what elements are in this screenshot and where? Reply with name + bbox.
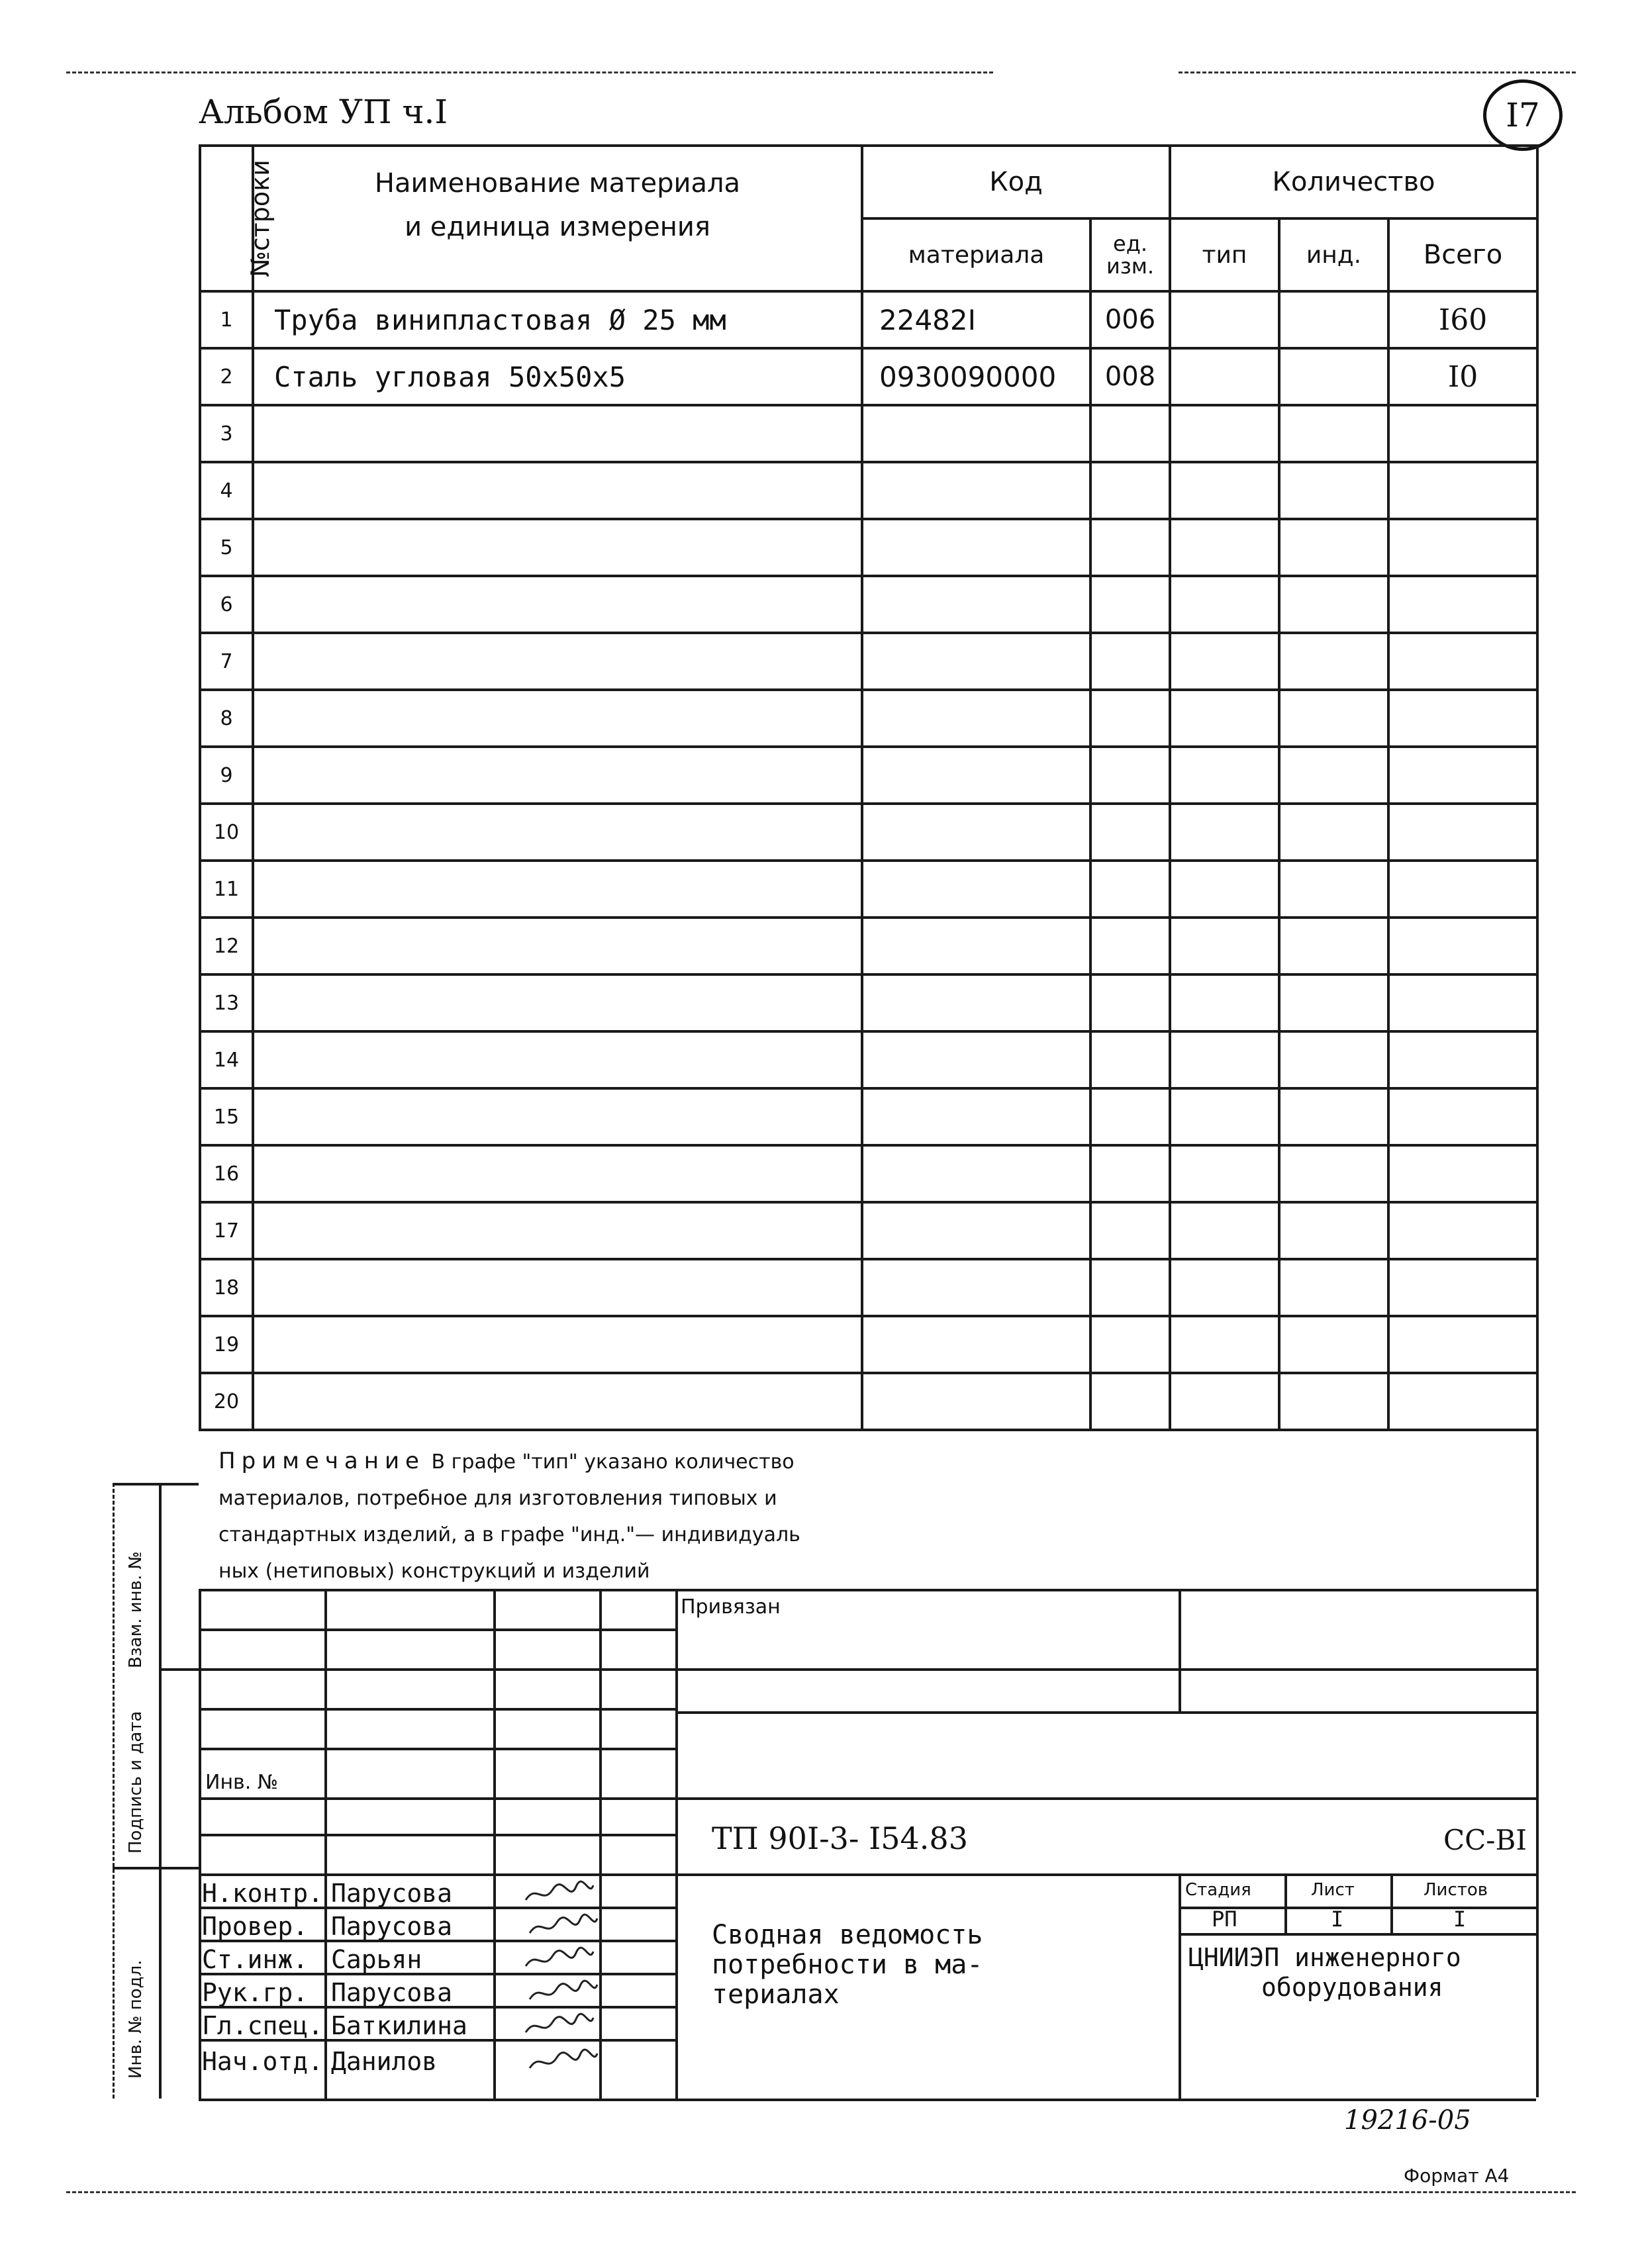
qty-total — [1388, 918, 1537, 974]
qty-type — [1170, 974, 1279, 1031]
row-number: 14 — [200, 1031, 253, 1088]
material-name — [253, 690, 862, 747]
tb-line — [199, 1834, 675, 1836]
signature-mark — [527, 1913, 600, 1940]
stamp-podp-data: Подпись и дата — [126, 1711, 146, 1854]
materials-table — [199, 144, 1539, 1431]
material-code — [862, 1031, 1090, 1088]
qty-ind — [1279, 861, 1388, 918]
qty-type — [1170, 348, 1279, 405]
header-quantity: Количество — [1170, 146, 1537, 218]
unit-code: 006 — [1090, 291, 1170, 348]
qty-type — [1170, 1316, 1279, 1373]
signer-name: Парусова — [331, 1912, 453, 1941]
unit-code — [1090, 633, 1170, 690]
note-line-3: стандартных изделий, а в графе "инд."— индивидуаль — [218, 1523, 800, 1546]
table-row — [200, 861, 1537, 918]
material-name — [253, 405, 862, 462]
qty-ind — [1279, 918, 1388, 974]
material-name — [253, 1259, 862, 1316]
qty-type — [1170, 576, 1279, 633]
qty-ind — [1279, 1259, 1388, 1316]
organization-line-1: ЦНИИЭП инженерного — [1188, 1943, 1461, 1972]
unit-code — [1090, 690, 1170, 747]
table-row — [200, 974, 1537, 1031]
qty-total — [1388, 804, 1537, 861]
row-number: 16 — [200, 1145, 253, 1202]
tb-line — [199, 1797, 1536, 1800]
note-title: Примечание — [218, 1448, 425, 1474]
signature-mark — [523, 1946, 596, 1973]
material-code — [862, 1259, 1090, 1316]
table-row — [200, 1145, 1537, 1202]
material-code — [862, 1316, 1090, 1373]
bottom-edge-line — [66, 2191, 1576, 2193]
qty-type — [1170, 1088, 1279, 1145]
material-code — [862, 918, 1090, 974]
sheet-number-circle — [1483, 79, 1563, 151]
qty-total — [1388, 1088, 1537, 1145]
row-number: 2 — [200, 348, 253, 405]
tb-line — [199, 1873, 1536, 1876]
table-row — [200, 462, 1537, 519]
table-row — [200, 1259, 1537, 1316]
signature-mark — [523, 1880, 596, 1907]
qty-ind — [1279, 462, 1388, 519]
qty-total — [1388, 1316, 1537, 1373]
qty-ind — [1279, 1088, 1388, 1145]
stage-value: РП — [1212, 1907, 1237, 1932]
qty-type — [1170, 1145, 1279, 1202]
material-name — [253, 1031, 862, 1088]
header-qty-ind: инд. — [1279, 218, 1388, 291]
tb-vline — [324, 1589, 327, 2099]
qty-type — [1170, 804, 1279, 861]
header-row-num: №строки — [200, 146, 253, 291]
qty-ind — [1279, 348, 1388, 405]
unit-code: 008 — [1090, 348, 1170, 405]
material-code — [862, 405, 1090, 462]
row-number: 1 — [200, 291, 253, 348]
unit-code — [1090, 1088, 1170, 1145]
row-number: 18 — [200, 1259, 253, 1316]
table-row — [200, 1088, 1537, 1145]
row-number: 3 — [200, 405, 253, 462]
material-name — [253, 1316, 862, 1373]
sheets-label: Листов — [1424, 1880, 1488, 1900]
material-name — [253, 1373, 862, 1430]
unit-code — [1090, 747, 1170, 804]
material-name — [253, 918, 862, 974]
header-code-unit: ед. изм. — [1090, 218, 1170, 291]
qty-total — [1388, 1202, 1537, 1259]
doc-title-line-3: териалах — [712, 1979, 840, 2010]
qty-total — [1388, 405, 1537, 462]
stamp-vzam-inv: Взам. инв. № — [126, 1551, 146, 1668]
unit-code — [1090, 918, 1170, 974]
qty-ind — [1279, 1031, 1388, 1088]
material-name — [253, 1145, 862, 1202]
tb-vline — [675, 1589, 678, 2099]
material-name — [253, 633, 862, 690]
table-row — [200, 690, 1537, 747]
table-row — [200, 1031, 1537, 1088]
tb-line — [199, 2099, 1536, 2101]
material-name — [253, 804, 862, 861]
signer-role: Ст.инж. — [202, 1945, 309, 1974]
signer-name: Баткилина — [331, 2011, 467, 2040]
qty-type — [1170, 918, 1279, 974]
unit-code — [1090, 1373, 1170, 1430]
header-code-material: материала — [862, 218, 1090, 291]
material-code — [862, 690, 1090, 747]
material-name — [253, 576, 862, 633]
sheet-label: Лист — [1311, 1880, 1355, 1900]
qty-ind — [1279, 633, 1388, 690]
material-name: Сталь угловая 50x50x5 — [253, 348, 862, 405]
tb-vline — [1179, 1873, 1181, 2099]
table-row — [200, 576, 1537, 633]
material-code — [862, 519, 1090, 576]
qty-total — [1388, 1031, 1537, 1088]
row-number: 12 — [200, 918, 253, 974]
material-code: 22482I — [862, 291, 1090, 348]
inv-no-label: Инв. № — [205, 1771, 279, 1794]
row-number: 13 — [200, 974, 253, 1031]
tb-line — [199, 1629, 675, 1631]
material-code — [862, 804, 1090, 861]
signature-mark — [527, 2048, 600, 2075]
signature-mark — [523, 2012, 596, 2039]
row-number: 5 — [200, 519, 253, 576]
header-code: Код — [862, 146, 1170, 218]
qty-total — [1388, 747, 1537, 804]
qty-total — [1388, 1145, 1537, 1202]
tb-vline — [1390, 1873, 1393, 1933]
material-code — [862, 1202, 1090, 1259]
material-name — [253, 974, 862, 1031]
unit-code — [1090, 1259, 1170, 1316]
row-number: 10 — [200, 804, 253, 861]
signer-role: Рук.гр. — [202, 1978, 309, 2007]
qty-type — [1170, 462, 1279, 519]
unit-code — [1090, 462, 1170, 519]
unit-code — [1090, 974, 1170, 1031]
table-row — [200, 519, 1537, 576]
qty-ind — [1279, 291, 1388, 348]
unit-code — [1090, 861, 1170, 918]
stage-label: Стадия — [1185, 1880, 1251, 1900]
top-edge-line-right — [1179, 71, 1576, 73]
signer-role: Провер. — [202, 1912, 309, 1941]
row-number: 19 — [200, 1316, 253, 1373]
signer-role: Н.контр. — [202, 1879, 324, 1908]
binding-strip-line — [159, 1483, 162, 2099]
qty-total — [1388, 462, 1537, 519]
row-number: 7 — [200, 633, 253, 690]
table-row — [200, 1373, 1537, 1430]
table-row — [200, 1202, 1537, 1259]
table-row — [200, 747, 1537, 804]
table-row — [200, 1316, 1537, 1373]
qty-ind — [1279, 519, 1388, 576]
material-name — [253, 747, 862, 804]
qty-ind — [1279, 1316, 1388, 1373]
material-code — [862, 462, 1090, 519]
qty-ind — [1279, 1202, 1388, 1259]
binding-strip-mid — [113, 1867, 199, 1869]
qty-total — [1388, 576, 1537, 633]
row-number: 20 — [200, 1373, 253, 1430]
sheet-number: I7 — [1506, 96, 1540, 134]
attached-label: Привязан — [681, 1595, 781, 1619]
material-code — [862, 747, 1090, 804]
row-number: 17 — [200, 1202, 253, 1259]
tb-vline — [1284, 1873, 1287, 1933]
signature-mark — [527, 1979, 600, 2006]
table-row — [200, 804, 1537, 861]
table-row — [200, 405, 1537, 462]
qty-ind — [1279, 1145, 1388, 1202]
material-code — [862, 861, 1090, 918]
qty-ind — [1279, 1373, 1388, 1430]
tb-line — [1179, 1933, 1536, 1936]
tb-vline — [199, 1589, 201, 2099]
binding-strip-top — [113, 1483, 199, 1486]
document-suffix: СС-ВI — [1443, 1824, 1527, 1856]
qty-type — [1170, 1259, 1279, 1316]
qty-type — [1170, 1202, 1279, 1259]
binding-strip-edge — [113, 1483, 115, 2099]
table-row — [200, 633, 1537, 690]
top-edge-line — [66, 71, 993, 73]
title-block-top — [199, 1589, 1536, 1591]
material-name — [253, 861, 862, 918]
sheet-value: I — [1331, 1907, 1344, 1932]
signer-name: Данилов — [331, 2047, 438, 2076]
qty-type — [1170, 519, 1279, 576]
qty-type — [1170, 291, 1279, 348]
qty-total — [1388, 690, 1537, 747]
row-number: 6 — [200, 576, 253, 633]
stamp-inv-podl: Инв. № подл. — [126, 1960, 146, 2079]
unit-code — [1090, 576, 1170, 633]
material-code — [862, 576, 1090, 633]
qty-type — [1170, 747, 1279, 804]
qty-total — [1388, 1259, 1537, 1316]
table-row — [200, 291, 1537, 348]
material-code — [862, 1145, 1090, 1202]
qty-total: I60 — [1388, 291, 1537, 348]
note-line-1: В графе "тип" указано количество — [431, 1450, 795, 1474]
table-row — [200, 348, 1537, 405]
signer-name: Парусова — [331, 1879, 453, 1908]
material-code — [862, 974, 1090, 1031]
tb-line — [159, 1668, 1536, 1671]
material-code — [862, 1088, 1090, 1145]
qty-ind — [1279, 405, 1388, 462]
qty-ind — [1279, 690, 1388, 747]
unit-code — [1090, 405, 1170, 462]
qty-ind — [1279, 747, 1388, 804]
table-row — [200, 918, 1537, 974]
tb-vline — [599, 1589, 602, 2099]
row-number: 15 — [200, 1088, 253, 1145]
qty-ind — [1279, 974, 1388, 1031]
unit-code — [1090, 519, 1170, 576]
row-number: 8 — [200, 690, 253, 747]
signer-name: Сарьян — [331, 1945, 422, 1974]
unit-code — [1090, 1316, 1170, 1373]
header-name: Наименование материала и единица измерения — [253, 146, 862, 291]
qty-total — [1388, 519, 1537, 576]
qty-type — [1170, 690, 1279, 747]
material-code: 0930090000 — [862, 348, 1090, 405]
archive-number: 19216-05 — [1344, 2105, 1471, 2136]
format-label: Формат А4 — [1404, 2165, 1510, 2187]
row-number: 11 — [200, 861, 253, 918]
qty-type — [1170, 405, 1279, 462]
doc-title-line-1: Сводная ведомость — [712, 1920, 983, 1950]
material-code — [862, 1373, 1090, 1430]
unit-code — [1090, 804, 1170, 861]
qty-type — [1170, 1031, 1279, 1088]
qty-total — [1388, 633, 1537, 690]
sheets-value: I — [1453, 1907, 1467, 1932]
qty-type — [1170, 633, 1279, 690]
qty-type — [1170, 1373, 1279, 1430]
material-name — [253, 1202, 862, 1259]
material-code — [862, 633, 1090, 690]
material-name — [253, 1088, 862, 1145]
header-qty-type: тип — [1170, 218, 1279, 291]
tb-line — [199, 1708, 675, 1711]
qty-total — [1388, 974, 1537, 1031]
unit-code — [1090, 1145, 1170, 1202]
qty-total: I0 — [1388, 348, 1537, 405]
qty-total — [1388, 861, 1537, 918]
qty-type — [1170, 861, 1279, 918]
organization-line-2: оборудования — [1261, 1973, 1443, 2002]
doc-title-line-2: потребности в ма- — [712, 1950, 983, 1980]
row-number: 9 — [200, 747, 253, 804]
note-block — [218, 1443, 1145, 1589]
unit-code — [1090, 1202, 1170, 1259]
tb-vline — [1179, 1589, 1181, 1711]
material-name: Труба винипластовая Ø 25 мм — [253, 291, 862, 348]
header-qty-total: Всего — [1388, 218, 1537, 291]
qty-ind — [1279, 804, 1388, 861]
qty-ind — [1279, 576, 1388, 633]
document-code: ТП 90I-3- I54.83 — [712, 1820, 968, 1856]
material-name — [253, 519, 862, 576]
signer-role: Гл.спец. — [202, 2011, 324, 2040]
tb-line — [199, 1748, 675, 1750]
album-title: Альбом УП ч.I — [199, 93, 448, 131]
row-number: 4 — [200, 462, 253, 519]
unit-code — [1090, 1031, 1170, 1088]
material-name — [253, 462, 862, 519]
tb-line — [675, 1711, 1536, 1714]
qty-total — [1388, 1373, 1537, 1430]
tb-vline — [493, 1589, 496, 2099]
note-line-4: ных (нетиповых) конструкций и изделий — [218, 1560, 650, 1583]
note-line-2: материалов, потребное для изготовления типовых и — [218, 1487, 777, 1510]
signer-name: Парусова — [331, 1978, 453, 2007]
signer-role: Нач.отд. — [202, 2047, 324, 2076]
